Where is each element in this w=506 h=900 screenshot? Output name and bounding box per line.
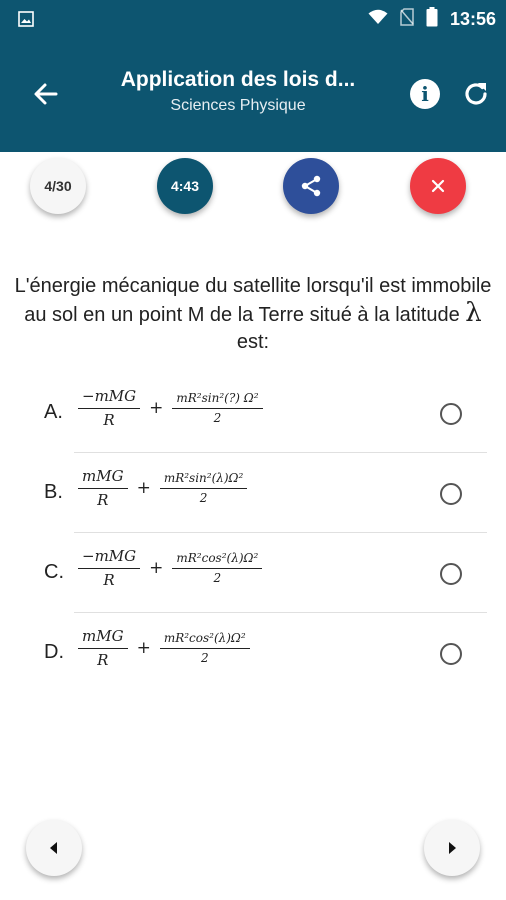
- app-subtitle: Sciences Physique: [170, 97, 306, 114]
- fraction-term1: [78, 627, 128, 669]
- question-text-after: est:: [236, 331, 270, 353]
- question-text: [14, 273, 492, 356]
- term1-denominator: R: [97, 491, 109, 509]
- info-icon[interactable]: i: [410, 79, 440, 109]
- fraction-term1: [78, 547, 140, 589]
- term2-numerator: mR²cos²(λ)Ω²: [172, 551, 262, 569]
- option-b-radio[interactable]: [440, 483, 462, 505]
- term1-numerator: −mMG: [78, 387, 140, 409]
- option-formula: [78, 547, 262, 589]
- question-text-before: L'énergie mécanique du satellite lorsqu'il est immobile au sol en un point M de la Terre situé à la latitude: [14, 275, 492, 326]
- term1-denominator: R: [103, 411, 115, 429]
- plus-sign: +: [136, 478, 151, 498]
- question-counter-label: 4/30: [44, 178, 72, 194]
- no-sim-icon: [400, 8, 414, 31]
- status-icons: [368, 0, 496, 38]
- option-letter: D.: [44, 641, 64, 663]
- previous-question-button[interactable]: [26, 820, 82, 876]
- term2-denominator: 2: [213, 571, 222, 585]
- answer-options: [0, 373, 506, 693]
- battery-icon: [426, 7, 438, 32]
- close-button[interactable]: [410, 158, 466, 214]
- refresh-icon[interactable]: [460, 78, 492, 110]
- plus-sign: +: [136, 638, 151, 658]
- fraction-term2: [160, 631, 250, 665]
- term1-denominator: R: [97, 651, 109, 669]
- fraction-term1: [78, 467, 128, 509]
- option-formula: [78, 467, 247, 509]
- term1-denominator: R: [103, 571, 115, 589]
- fraction-term2: [160, 471, 248, 505]
- term2-numerator: mR²sin²(?) Ω²: [172, 391, 262, 409]
- fraction-term2: [172, 551, 262, 585]
- app-title: Application des lois d...: [120, 68, 356, 91]
- option-a-radio[interactable]: [440, 403, 462, 425]
- term2-denominator: 2: [213, 411, 222, 425]
- question-counter: [30, 158, 86, 214]
- back-arrow-icon[interactable]: [30, 78, 62, 110]
- lambda-symbol: λ: [465, 298, 482, 328]
- term1-numerator: −mMG: [78, 547, 140, 569]
- option-c-radio[interactable]: [440, 563, 462, 585]
- term2-denominator: 2: [200, 651, 209, 665]
- app-bar: [0, 38, 506, 152]
- option-c[interactable]: [0, 533, 506, 613]
- wifi-icon: [368, 9, 388, 30]
- term1-numerator: mMG: [78, 627, 128, 649]
- timer-badge: [157, 158, 213, 214]
- option-d[interactable]: [0, 613, 506, 693]
- option-letter: C.: [44, 561, 64, 583]
- image-icon: [18, 11, 34, 32]
- status-bar: [0, 0, 506, 38]
- status-time: 13:56: [449, 8, 496, 29]
- option-d-radio[interactable]: [440, 643, 462, 665]
- option-letter: B.: [44, 481, 63, 503]
- term1-numerator: mMG: [78, 467, 128, 489]
- next-question-button[interactable]: [424, 820, 480, 876]
- term2-numerator: mR²cos²(λ)Ω²: [160, 631, 250, 649]
- timer-label: 4:43: [170, 178, 200, 194]
- plus-sign: +: [149, 558, 164, 578]
- fraction-term1: [78, 387, 140, 429]
- share-button[interactable]: [283, 158, 339, 214]
- term2-numerator: mR²sin²(λ)Ω²: [160, 471, 248, 489]
- option-formula: [78, 387, 263, 429]
- plus-sign: +: [149, 398, 164, 418]
- fraction-term2: [172, 391, 262, 425]
- option-a[interactable]: [0, 373, 506, 453]
- option-formula: [78, 627, 250, 669]
- option-letter: A.: [44, 401, 63, 423]
- term2-denominator: 2: [199, 491, 208, 505]
- option-b[interactable]: [0, 453, 506, 533]
